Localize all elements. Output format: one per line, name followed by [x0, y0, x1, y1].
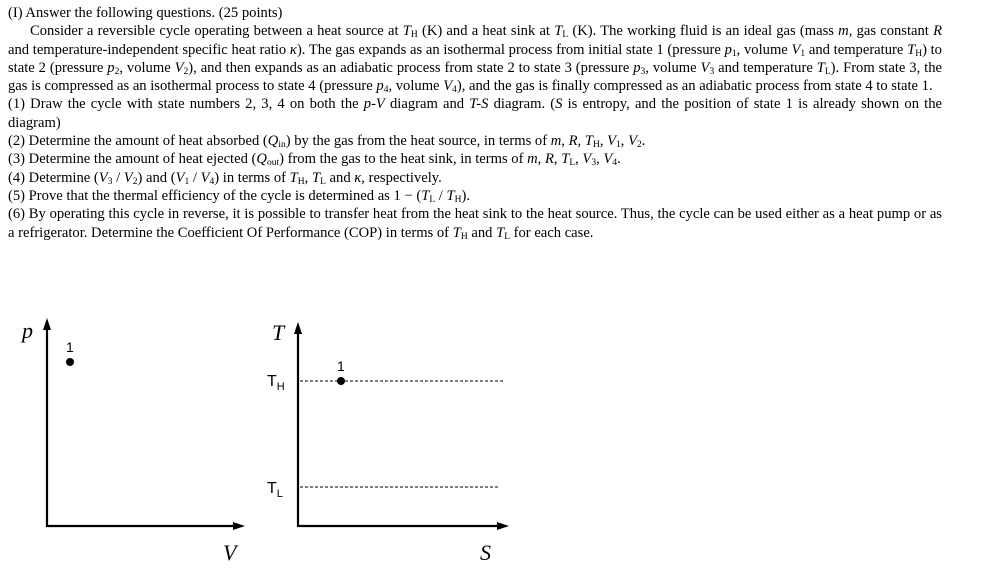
- question-5: (5) Prove that the thermal efficiency of the cycle is determined as $1 - (T_L / T_H)$.: [8, 187, 470, 205]
- problem-header: (I) Answer the following questions. (25 points): [8, 5, 283, 21]
- pv-x-arrow: [233, 522, 245, 530]
- tl-label: $T_L$: [267, 480, 283, 500]
- question-4: (4) Determine $(V_3 / V_2)$ and $(V_1 / V_4)$ in terms of $T_H$, $T_L$ and κ, respectively.: [8, 169, 442, 187]
- pv-state-1-point: [66, 358, 74, 366]
- problem-intro: Consider a reversible cycle operating between a heat source at $T_H$ (K) and a heat sink at $T_L$ (K). The working fluid is an ideal gas (mass m, gas constant R and temperature-independent specific heat ratio κ). The gas expands as an isothermal process from initial state 1 (pressure $p_1$, volume $V_1$ and temperature $T_H$) to state 2 (pressure $p_2$, volume $V_2$), and then expands as an adiabatic process from state 2 to state 3 (pressure $p_3$, volume $V_3$ and temperature $T_L$). From state 3, the gas is compressed as an isothermal process to state 4 (pressure $p_4$, volume $V_4$), and the gas is finally compressed as an adiabatic process from state 4 to state 1.: [8, 23, 942, 96]
- pv-y-label: p: [22, 318, 33, 343]
- question-6: (6) By operating this cycle in reverse, it is possible to transfer heat from the heat sink to the heat source. Thus, the cycle can be used either as a heat pump or as a refrigerator. Determine the Coefficient Of Performance (COP) in terms of $T_H$ and $T_L$ for each case.: [8, 206, 942, 242]
- question-3: (3) Determine the amount of heat ejected $(Q_{out})$ from the gas to the heat sink, in terms of m, R, $T_L$, $V_3$, $V_4$.: [8, 151, 621, 169]
- question-2: (2) Determine the amount of heat absorbed $(Q_{in})$ by the gas from the heat source, in terms of m, R, $T_H$, $V_1$, $V_2$.: [8, 133, 646, 151]
- ts-y-arrow: [294, 322, 302, 334]
- pv-state-1-label: 1: [66, 339, 74, 355]
- th-label: $T_H$: [267, 373, 285, 393]
- ts-x-arrow: [497, 522, 509, 530]
- ts-y-label: T: [272, 320, 285, 345]
- pv-y-arrow: [43, 318, 51, 330]
- ts-diagram: [267, 320, 509, 565]
- ts-x-label: S: [480, 540, 491, 565]
- ts-state-1-point: [337, 377, 345, 385]
- ts-state-1-label: 1: [337, 358, 345, 374]
- pv-diagram: [20, 318, 245, 565]
- question-1: (1) Draw the cycle with state numbers 2, 3, 4 on both the p-V diagram and T-S diagram. (S is entropy, and the position of state 1 is already shown on the diagram): [8, 96, 942, 131]
- pv-x-label: V: [223, 540, 237, 565]
